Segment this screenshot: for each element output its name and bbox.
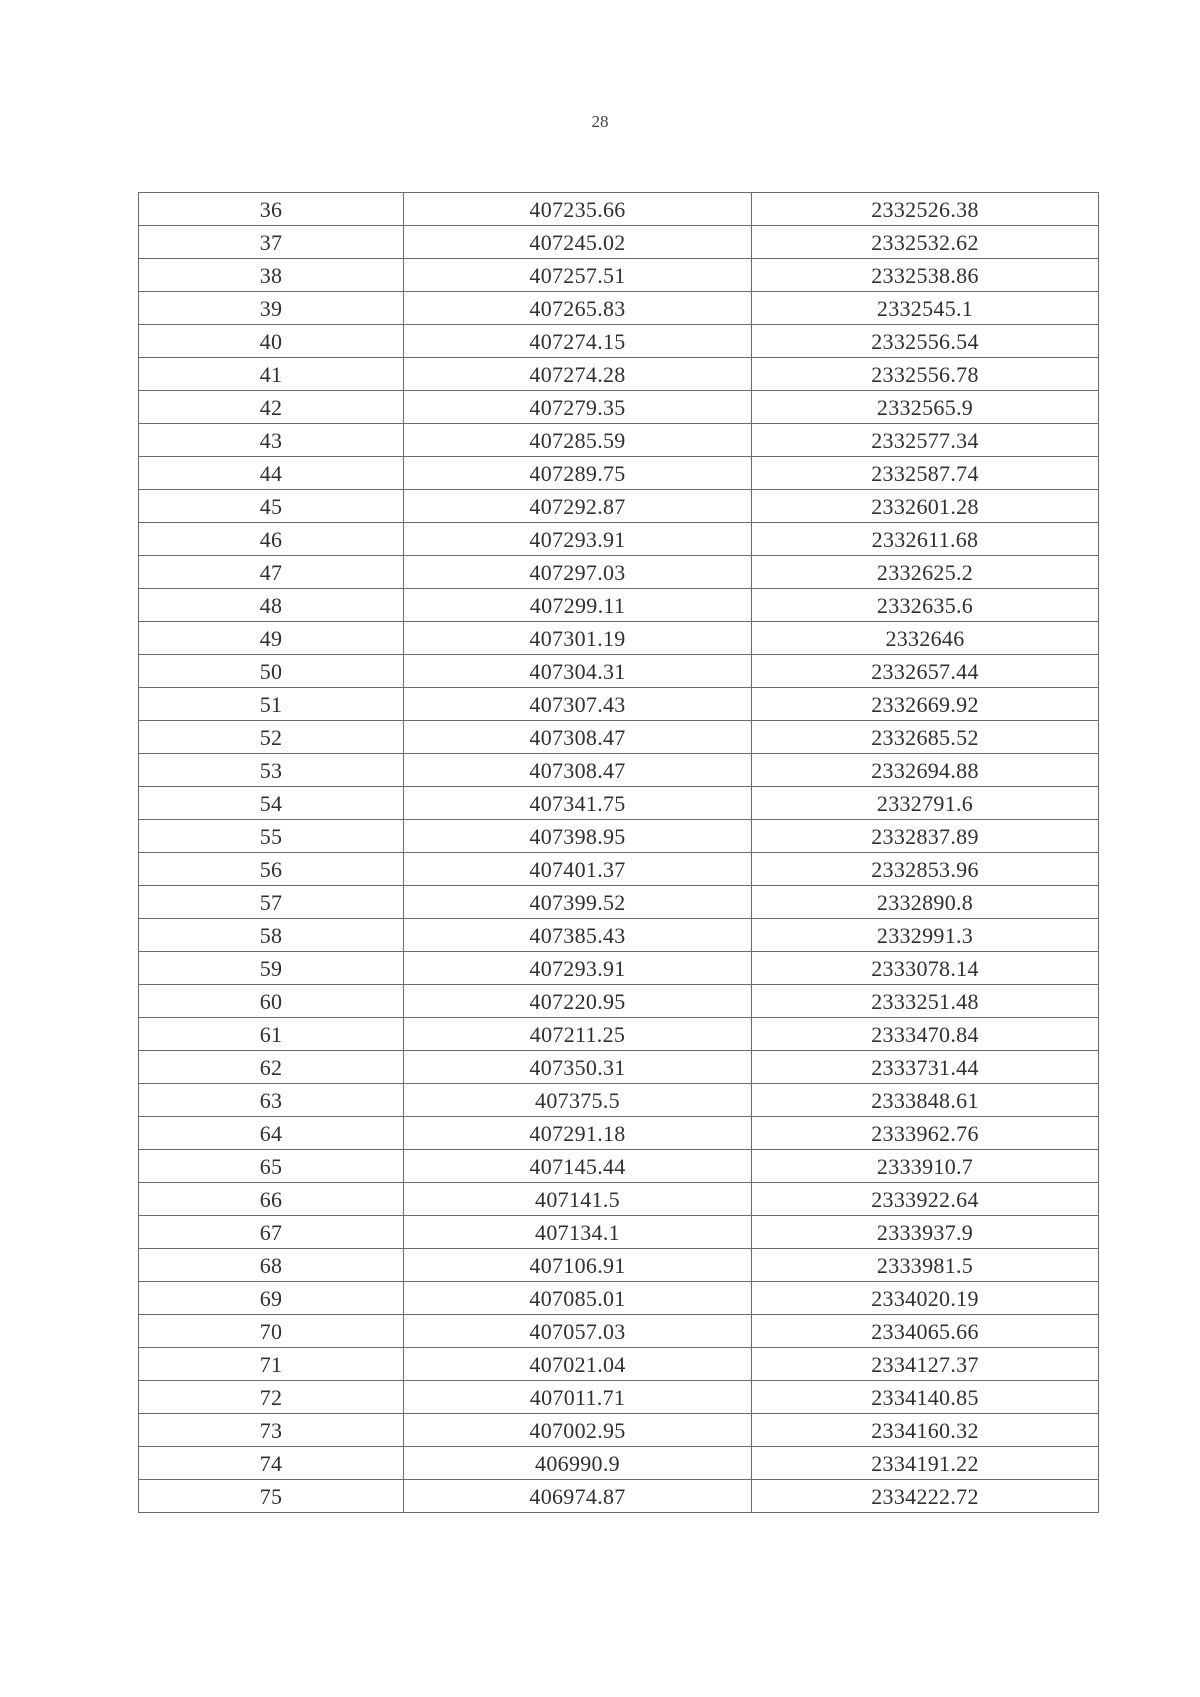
y-coordinate-cell: 2332601.28 (752, 490, 1099, 523)
page-number: 28 (591, 112, 609, 131)
x-coordinate-cell: 407375.5 (404, 1084, 752, 1117)
table-row (139, 655, 1099, 688)
point-number-cell: 42 (139, 391, 404, 424)
table-row (139, 490, 1099, 523)
y-coordinate-cell: 2332556.54 (752, 325, 1099, 358)
y-coordinate-cell: 2334191.22 (752, 1447, 1099, 1480)
x-coordinate-cell: 407021.04 (404, 1348, 752, 1381)
x-coordinate-cell: 407293.91 (404, 952, 752, 985)
y-coordinate-cell: 2334140.85 (752, 1381, 1099, 1414)
x-coordinate-cell: 407385.43 (404, 919, 752, 952)
point-number-cell: 72 (139, 1381, 404, 1414)
y-coordinate-cell: 2332837.89 (752, 820, 1099, 853)
point-number-cell: 44 (139, 457, 404, 490)
point-number-cell: 73 (139, 1414, 404, 1447)
x-coordinate-cell: 407297.03 (404, 556, 752, 589)
y-coordinate-cell: 2333922.64 (752, 1183, 1099, 1216)
x-coordinate-cell: 407308.47 (404, 721, 752, 754)
x-coordinate-cell: 407399.52 (404, 886, 752, 919)
y-coordinate-cell: 2332853.96 (752, 853, 1099, 886)
y-coordinate-cell: 2334127.37 (752, 1348, 1099, 1381)
y-coordinate-cell: 2332625.2 (752, 556, 1099, 589)
y-coordinate-cell: 2334020.19 (752, 1282, 1099, 1315)
x-coordinate-cell: 407289.75 (404, 457, 752, 490)
point-number-cell: 53 (139, 754, 404, 787)
x-coordinate-cell: 407274.15 (404, 325, 752, 358)
table-row (139, 1414, 1099, 1447)
y-coordinate-cell: 2332532.62 (752, 226, 1099, 259)
table-row (139, 292, 1099, 325)
y-coordinate-cell: 2332587.74 (752, 457, 1099, 490)
x-coordinate-cell: 407057.03 (404, 1315, 752, 1348)
table-row (139, 1348, 1099, 1381)
y-coordinate-cell: 2333731.44 (752, 1051, 1099, 1084)
point-number-cell: 66 (139, 1183, 404, 1216)
y-coordinate-cell: 2332635.6 (752, 589, 1099, 622)
x-coordinate-cell: 407274.28 (404, 358, 752, 391)
y-coordinate-cell: 2332565.9 (752, 391, 1099, 424)
table-row (139, 1216, 1099, 1249)
point-number-cell: 65 (139, 1150, 404, 1183)
coordinate-table-container (138, 192, 1098, 1513)
y-coordinate-cell: 2332694.88 (752, 754, 1099, 787)
table-row (139, 589, 1099, 622)
point-number-cell: 47 (139, 556, 404, 589)
point-number-cell: 74 (139, 1447, 404, 1480)
x-coordinate-cell: 407145.44 (404, 1150, 752, 1183)
y-coordinate-cell: 2332669.92 (752, 688, 1099, 721)
point-number-cell: 38 (139, 259, 404, 292)
table-row (139, 1018, 1099, 1051)
point-number-cell: 59 (139, 952, 404, 985)
point-number-cell: 39 (139, 292, 404, 325)
x-coordinate-cell: 407293.91 (404, 523, 752, 556)
x-coordinate-cell: 407291.18 (404, 1117, 752, 1150)
point-number-cell: 45 (139, 490, 404, 523)
table-row (139, 985, 1099, 1018)
x-coordinate-cell: 407257.51 (404, 259, 752, 292)
x-coordinate-cell: 407245.02 (404, 226, 752, 259)
y-coordinate-cell: 2332657.44 (752, 655, 1099, 688)
x-coordinate-cell: 407279.35 (404, 391, 752, 424)
y-coordinate-cell: 2333910.7 (752, 1150, 1099, 1183)
x-coordinate-cell: 407141.5 (404, 1183, 752, 1216)
table-row (139, 358, 1099, 391)
table-row (139, 1084, 1099, 1117)
table-row (139, 952, 1099, 985)
table-row (139, 688, 1099, 721)
y-coordinate-cell: 2333848.61 (752, 1084, 1099, 1117)
table-row (139, 1117, 1099, 1150)
y-coordinate-cell: 2332890.8 (752, 886, 1099, 919)
point-number-cell: 75 (139, 1480, 404, 1513)
point-number-cell: 62 (139, 1051, 404, 1084)
point-number-cell: 69 (139, 1282, 404, 1315)
x-coordinate-cell: 407265.83 (404, 292, 752, 325)
point-number-cell: 68 (139, 1249, 404, 1282)
point-number-cell: 46 (139, 523, 404, 556)
x-coordinate-cell: 407304.31 (404, 655, 752, 688)
y-coordinate-cell: 2334160.32 (752, 1414, 1099, 1447)
table-row (139, 259, 1099, 292)
x-coordinate-cell: 407292.87 (404, 490, 752, 523)
table-row (139, 853, 1099, 886)
y-coordinate-cell: 2332791.6 (752, 787, 1099, 820)
point-number-cell: 64 (139, 1117, 404, 1150)
table-row (139, 424, 1099, 457)
table-row (139, 457, 1099, 490)
y-coordinate-cell: 2333962.76 (752, 1117, 1099, 1150)
point-number-cell: 71 (139, 1348, 404, 1381)
x-coordinate-cell: 407211.25 (404, 1018, 752, 1051)
x-coordinate-cell: 407301.19 (404, 622, 752, 655)
y-coordinate-cell: 2332991.3 (752, 919, 1099, 952)
y-coordinate-cell: 2332526.38 (752, 193, 1099, 226)
point-number-cell: 67 (139, 1216, 404, 1249)
x-coordinate-cell: 407002.95 (404, 1414, 752, 1447)
y-coordinate-cell: 2333937.9 (752, 1216, 1099, 1249)
point-number-cell: 37 (139, 226, 404, 259)
point-number-cell: 60 (139, 985, 404, 1018)
x-coordinate-cell: 407401.37 (404, 853, 752, 886)
y-coordinate-cell: 2332646 (752, 622, 1099, 655)
table-row (139, 1282, 1099, 1315)
y-coordinate-cell: 2334065.66 (752, 1315, 1099, 1348)
x-coordinate-cell: 407085.01 (404, 1282, 752, 1315)
y-coordinate-cell: 2332577.34 (752, 424, 1099, 457)
table-row (139, 919, 1099, 952)
point-number-cell: 55 (139, 820, 404, 853)
x-coordinate-cell: 406990.9 (404, 1447, 752, 1480)
table-row (139, 1480, 1099, 1513)
point-number-cell: 50 (139, 655, 404, 688)
x-coordinate-cell: 407134.1 (404, 1216, 752, 1249)
point-number-cell: 48 (139, 589, 404, 622)
table-row (139, 1381, 1099, 1414)
table-row (139, 754, 1099, 787)
table-row (139, 391, 1099, 424)
x-coordinate-cell: 407285.59 (404, 424, 752, 457)
point-number-cell: 41 (139, 358, 404, 391)
point-number-cell: 54 (139, 787, 404, 820)
table-row (139, 1249, 1099, 1282)
table-row (139, 325, 1099, 358)
y-coordinate-cell: 2332545.1 (752, 292, 1099, 325)
point-number-cell: 57 (139, 886, 404, 919)
x-coordinate-cell: 407307.43 (404, 688, 752, 721)
point-number-cell: 43 (139, 424, 404, 457)
y-coordinate-cell: 2332538.86 (752, 259, 1099, 292)
x-coordinate-cell: 407235.66 (404, 193, 752, 226)
y-coordinate-cell: 2332556.78 (752, 358, 1099, 391)
table-row (139, 193, 1099, 226)
x-coordinate-cell: 407398.95 (404, 820, 752, 853)
point-number-cell: 51 (139, 688, 404, 721)
x-coordinate-cell: 407350.31 (404, 1051, 752, 1084)
point-number-cell: 70 (139, 1315, 404, 1348)
point-number-cell: 61 (139, 1018, 404, 1051)
point-number-cell: 36 (139, 193, 404, 226)
point-number-cell: 49 (139, 622, 404, 655)
table-row (139, 523, 1099, 556)
table-row (139, 1150, 1099, 1183)
y-coordinate-cell: 2333981.5 (752, 1249, 1099, 1282)
y-coordinate-cell: 2333251.48 (752, 985, 1099, 1018)
coordinate-table (138, 192, 1099, 1513)
y-coordinate-cell: 2334222.72 (752, 1480, 1099, 1513)
x-coordinate-cell: 407308.47 (404, 754, 752, 787)
y-coordinate-cell: 2333078.14 (752, 952, 1099, 985)
y-coordinate-cell: 2332611.68 (752, 523, 1099, 556)
table-row (139, 820, 1099, 853)
x-coordinate-cell: 407106.91 (404, 1249, 752, 1282)
y-coordinate-cell: 2333470.84 (752, 1018, 1099, 1051)
table-row (139, 556, 1099, 589)
point-number-cell: 52 (139, 721, 404, 754)
y-coordinate-cell: 2332685.52 (752, 721, 1099, 754)
table-row (139, 721, 1099, 754)
x-coordinate-cell: 407299.11 (404, 589, 752, 622)
point-number-cell: 58 (139, 919, 404, 952)
x-coordinate-cell: 407220.95 (404, 985, 752, 1018)
x-coordinate-cell: 406974.87 (404, 1480, 752, 1513)
table-row (139, 886, 1099, 919)
x-coordinate-cell: 407341.75 (404, 787, 752, 820)
table-row (139, 1183, 1099, 1216)
table-row (139, 1315, 1099, 1348)
table-row (139, 622, 1099, 655)
table-row (139, 787, 1099, 820)
coordinate-table-body (139, 193, 1099, 1513)
table-row (139, 1051, 1099, 1084)
point-number-cell: 56 (139, 853, 404, 886)
point-number-cell: 63 (139, 1084, 404, 1117)
table-row (139, 226, 1099, 259)
point-number-cell: 40 (139, 325, 404, 358)
x-coordinate-cell: 407011.71 (404, 1381, 752, 1414)
table-row (139, 1447, 1099, 1480)
